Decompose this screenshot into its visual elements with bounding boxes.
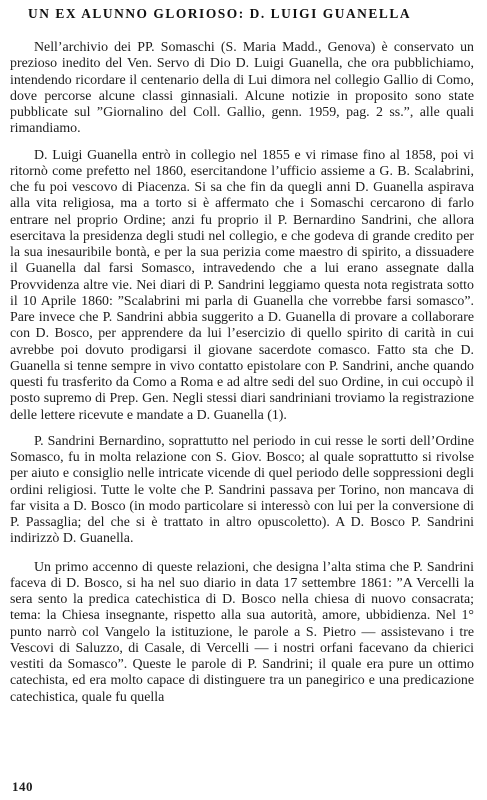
paragraph-archive-intro: Nell’archivio dei PP. Somaschi (S. Maria Madd., Genova) è conservato un prezioso inedito del Ven. Servo di Dio D. Luigi Guanella, che ora pubblichiamo, intendendo ricordare il centenario della di Lui dimora nel collegio Gallio di Como, dove percorse alcune classi ginnasiali. Alcune notizie in proposito sono state pubblicate sul ”Giornalino del Coll. Gallio, genn. 1959, pag. 2 ss.”, alle quali rimandiamo. — [10, 40, 474, 137]
page-number: 140 — [12, 779, 33, 794]
paragraph-guanella-college: D. Luigi Guanella entrò in collegio nel 1855 e vi rimase fino al 1858, poi vi ritornò come prefetto nel 1860, esercitandone l’ufficio assieme a G. B. Scalabrini, che fu poi vescovo di Piacenza. Si sa che fin da quegli anni D. Guanella aspirava alla vita religiosa, ma a torto si è affermato che i Somaschi cercarono di farlo entrare nel proprio Ordine; anzi fu proprio il P. Bernardino Sandrini, che allora esercitava la presidenza degli studi nel collegio, e che godeva di grande credito per la sua inesauribile bontà, e per la sua perizia come maestro di spirito, a dissuadere il Guanella dal farsi Somasco, intravedendo che a lui erano assegnate dalla Provvidenza altre vie. Nei diari di P. Sandrini leggiamo questa nota registrata sotto il 10 Aprile 1860: ”Scalabrini mi parla di Guanella che vorrebbe farsi somasco”. Pare invece che P. Sandrini abbia suggerito a D. Guanella di provare a collaborare con D. Bosco, per apprendere da lui l’esercizio di quello spirito di carità in cui avrebbe poi dovuto prodigarsi il giovane sacerdote comasco. Fatto sta che D. Guanella si tenne sempre in vivo contatto epistolare con P. Sandrini, anche quando questi fu trasferito da Como a Roma e ad altre sedi del suo Ordine, in cui occupò il posto supremo di Prep. Gen. Negli stessi diari sandriniani troviamo la registrazione delle lettere ricevute e mandate a D. Guanella (1). — [10, 147, 474, 423]
paragraph-sandrini-bosco: P. Sandrini Bernardino, soprattutto nel periodo in cui resse le sorti dell’Ordine Somasco, fu in molta relazione con S. Giov. Bosco; al quale soprattutto si rivolse per aiuto e consiglio nelle intricate vicende di quel periodo delle soppressioni degli ordini religiosi. Tutte le volte che P. Sandrini passava per Torino, non mancava di far visita a D. Bosco (in modo particolare si interessò con lui per la conversione di P. Passaglia; del che si è trattato in altro opuscoletto). A D. Bosco P. Sandrini indirizzò D. Guanella. — [10, 433, 474, 547]
article-body — [10, 40, 474, 716]
paragraph-diary-entry: Un primo accenno di queste relazioni, che designa l’alta stima che P. Sandrini faceva di D. Bosco, si ha nel suo diario in data 17 settembre 1861: ”A Vercelli la sera sento la predica catechistica di D. Bosco nella chiesa di nuovo consacrata; tema: la Chiesa insegnante, rispetto alla sua autorità, amore, ubbidienza. Nel 1° punto narrò col Vangelo la istituzione, le parole a S. Pietro — assistevano i tre Vescovi di Saluzzo, di Casale, di Vercelli — i nostri orfani facevano da chierici vestiti da Somasco”. Queste le parole di P. Sandrini; il quale era pure un ottimo catechista, ed era molto capace di distinguere tra un panegirico e una predicazione catechistica, quale fu quella — [10, 559, 474, 705]
article-title: UN EX ALUNNO GLORIOSO: D. LUIGI GUANELLA — [28, 6, 412, 21]
